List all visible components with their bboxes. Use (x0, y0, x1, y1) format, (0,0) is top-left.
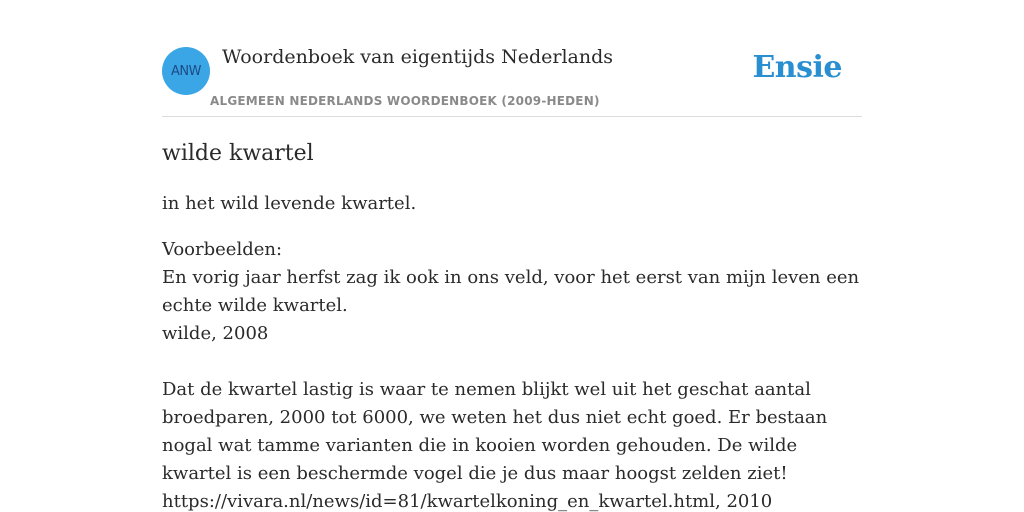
header (162, 0, 862, 117)
entry-content (162, 138, 862, 512)
definition: in het wild levende kwartel. (162, 193, 417, 214)
example (162, 376, 862, 512)
example (162, 264, 862, 348)
logo-text: ANW (171, 63, 201, 79)
source-title[interactable]: Woordenboek van eigentijds Nederlands (222, 46, 614, 68)
ensie-logo[interactable]: Ensie (752, 50, 842, 85)
example-text: Dat de kwartel lastig is waar te nemen blijkt wel uit het geschat aantal broedparen, 2000 tot 6000, we weten het dus niet echt goed. Er bestaan nogal wat tamme varianten die in kooien worden gehouden. De wilde kwartel is een beschermde vogel die je dus maar hoogst zelden ziet! (162, 379, 828, 484)
examples-label: Voorbeelden: (162, 239, 283, 260)
source-subtitle: ALGEMEEN NEDERLANDS WOORDENBOEK (2009-HEDEN) (210, 94, 600, 108)
entry-title: wilde kwartel (162, 141, 314, 166)
example-source: https://vivara.nl/news/id=81/kwartelkoning_en_kwartel.html, 2010 (162, 491, 773, 512)
anw-logo[interactable] (162, 47, 210, 95)
example-text: En vorig jaar herfst zag ik ook in ons veld, voor het eerst van mijn leven een echte wilde kwartel. (162, 267, 860, 316)
example-source: wilde, 2008 (162, 323, 269, 344)
